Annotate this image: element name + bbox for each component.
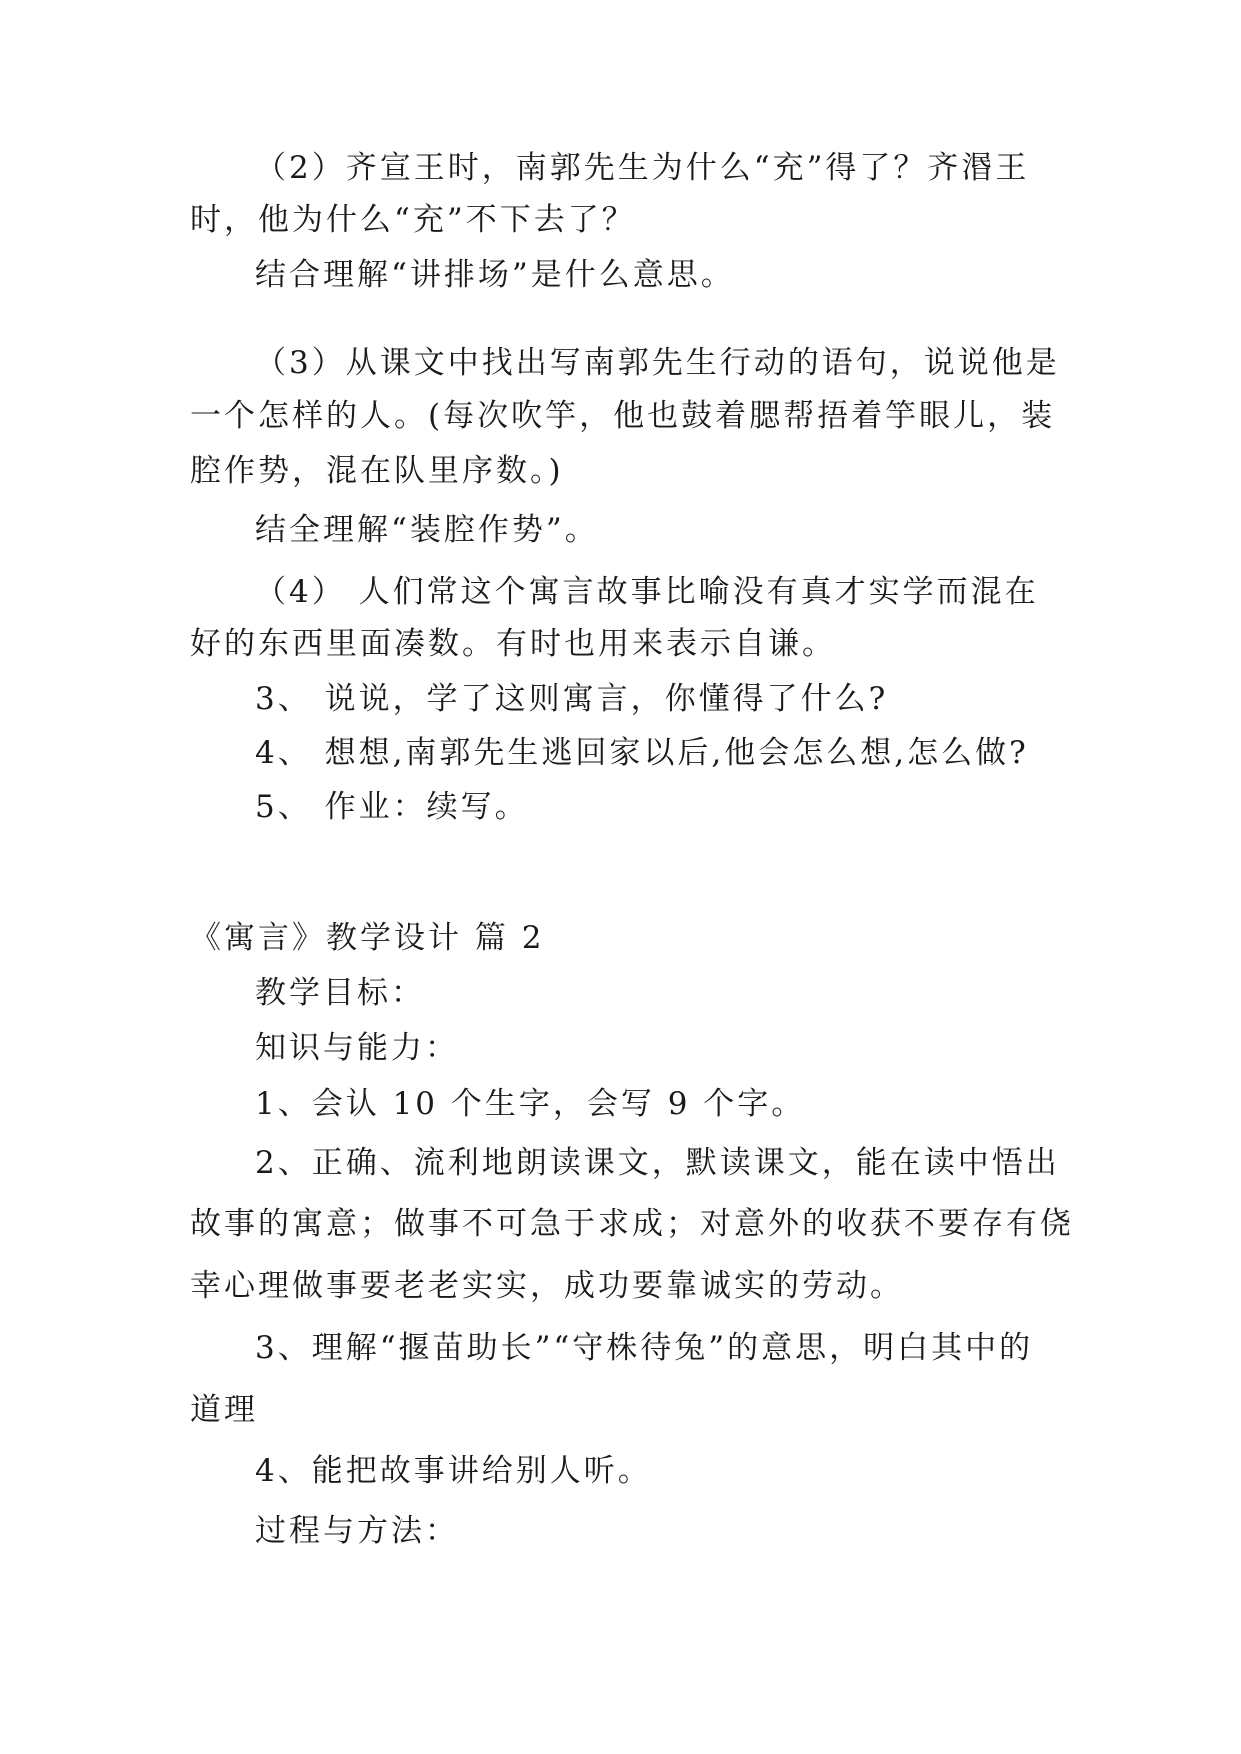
list-item: 3、理解“揠苗助长”“守株待兔”的意思，明白其中的 xyxy=(255,1330,1034,1366)
list-item: 4、 想想,南郭先生逃回家以后,他会怎么想,怎么做? xyxy=(255,735,1029,771)
list-item: 1、会认 10 个生字，会写 9 个字。 xyxy=(255,1086,806,1122)
paragraph-line: 知识与能力： xyxy=(255,1030,459,1066)
paragraph-line: 一个怎样的人。(每次吹竽，他也鼓着腮帮捂着竽眼儿，装 xyxy=(190,398,1056,434)
list-item: 4、能把故事讲给别人听。 xyxy=(255,1453,652,1489)
paragraph-line: 结全理解“装腔作势”。 xyxy=(255,512,599,548)
paragraph-line: 道理 xyxy=(190,1392,258,1428)
list-item: 3、 说说，学了这则寓言，你懂得了什么? xyxy=(255,681,889,717)
paragraph-line: 时，他为什么“充”不下去了？ xyxy=(190,202,636,238)
paragraph-line: 腔作势，混在队里序数。) xyxy=(190,453,564,489)
section-title: 《寓言》教学设计 篇 2 xyxy=(190,920,545,956)
paragraph-line: 好的东西里面凑数。有时也用来表示自谦。 xyxy=(190,626,836,662)
paragraph-line: 教学目标： xyxy=(255,975,425,1011)
list-item: 5、 作业：续写。 xyxy=(255,789,529,825)
paragraph-line: 过程与方法： xyxy=(255,1513,459,1549)
paragraph-line: 故事的寓意；做事不可急于求成；对意外的收获不要存有侥 xyxy=(190,1206,1074,1242)
paragraph-line: 幸心理做事要老老实实，成功要靠诚实的劳动。 xyxy=(190,1268,904,1304)
paragraph-line: （2）齐宣王时，南郭先生为什么“充”得了？齐湣王 xyxy=(255,150,1030,186)
list-item: 2、正确、流利地朗读课文，默读课文，能在读中悟出 xyxy=(255,1145,1060,1181)
paragraph-line: （4） 人们常这个寓言故事比喻没有真才实学而混在 xyxy=(255,574,1039,610)
paragraph-line: 结合理解“讲排场”是什么意思。 xyxy=(255,257,735,293)
paragraph-line: （3）从课文中找出写南郭先生行动的语句，说说他是 xyxy=(255,345,1060,381)
